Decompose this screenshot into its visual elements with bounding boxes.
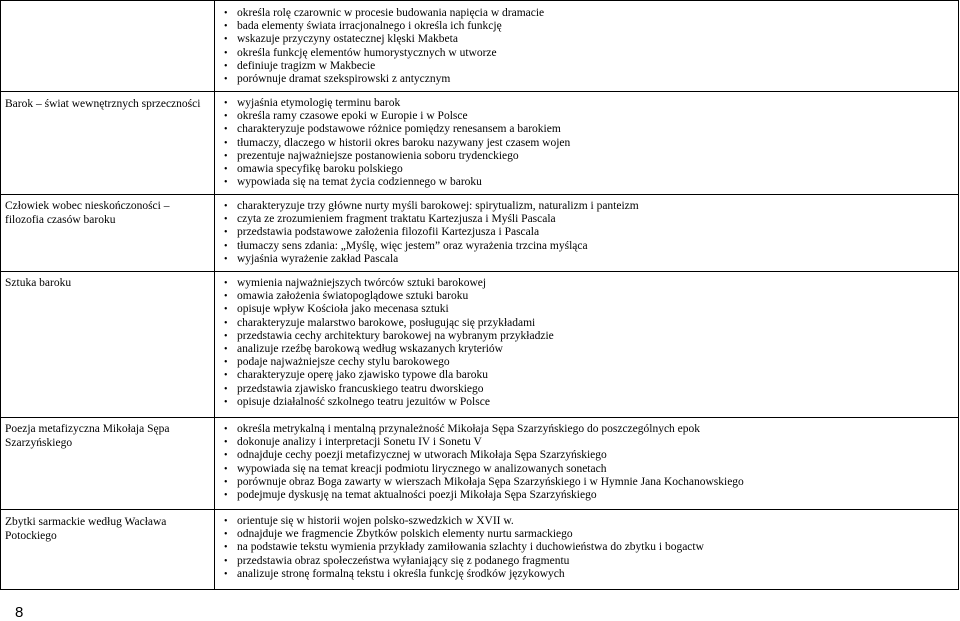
table-row bbox=[1, 418, 959, 510]
table-row bbox=[1, 92, 959, 195]
topic-cell: Poezja metafizyczna Mikołaja Sępa Szarzyńskiego bbox=[1, 418, 215, 510]
goals-cell bbox=[215, 510, 959, 590]
list-item: • charakteryzuje operę jako zjawisko typowe dla baroku bbox=[223, 369, 955, 382]
list-item: • omawia specyfikę baroku polskiego bbox=[223, 163, 955, 176]
list-item: • przedstawia cechy architektury barokowej na wybranym przykładzie bbox=[223, 330, 955, 343]
goals-list bbox=[223, 423, 955, 502]
goals-list bbox=[223, 200, 955, 266]
table-row bbox=[1, 510, 959, 590]
list-item: • analizuje rzeźbę barokową według wskazanych kryteriów bbox=[223, 343, 955, 356]
list-item: • przedstawia zjawisko francuskiego teatru dworskiego bbox=[223, 383, 955, 396]
list-item: • dokonuje analizy i interpretacji Sonetu IV i Sonetu V bbox=[223, 436, 955, 449]
list-item: • opisuje działalność szkolnego teatru jezuitów w Polsce bbox=[223, 396, 955, 409]
page-number: 8 bbox=[15, 604, 24, 621]
list-item: • wypowiada się na temat życia codziennego w baroku bbox=[223, 176, 955, 189]
table-row bbox=[1, 272, 959, 418]
list-item: • przedstawia podstawowe założenia filozofii Kartezjusza i Pascala bbox=[223, 226, 955, 239]
topic-cell: Sztuka baroku bbox=[1, 272, 215, 418]
table-row bbox=[1, 195, 959, 272]
topic-cell bbox=[1, 1, 215, 92]
goals-cell bbox=[215, 92, 959, 195]
goals-list bbox=[223, 277, 955, 409]
topic-cell: Zbytki sarmackie według Wacława Potockiego bbox=[1, 510, 215, 590]
list-item: • definiuje tragizm w Makbecie bbox=[223, 60, 955, 73]
list-item: • charakteryzuje malarstwo barokowe, posługując się przykładami bbox=[223, 317, 955, 330]
list-item: • tłumaczy, dlaczego w historii okres baroku nazywany jest czasem wojen bbox=[223, 137, 955, 150]
goals-list bbox=[223, 7, 955, 86]
list-item: • tłumaczy sens zdania: „Myślę, więc jestem” oraz wyrażenia trzcina myśląca bbox=[223, 240, 955, 253]
list-item: • wskazuje przyczyny ostatecznej klęski Makbeta bbox=[223, 33, 955, 46]
goals-cell bbox=[215, 272, 959, 418]
goals-cell bbox=[215, 418, 959, 510]
goals-cell bbox=[215, 1, 959, 92]
list-item: • orientuje się w historii wojen polsko-szwedzkich w XVII w. bbox=[223, 515, 955, 528]
list-item: • określa rolę czarownic w procesie budowania napięcia w dramacie bbox=[223, 7, 955, 20]
list-item: • charakteryzuje podstawowe różnice pomiędzy renesansem a barokiem bbox=[223, 123, 955, 136]
list-item: • określa funkcję elementów humorystycznych w utworze bbox=[223, 47, 955, 60]
list-item: • podaje najważniejsze cechy stylu barokowego bbox=[223, 356, 955, 369]
list-item: • określa ramy czasowe epoki w Europie i w Polsce bbox=[223, 110, 955, 123]
list-item: • prezentuje najważniejsze postanowienia soboru trydenckiego bbox=[223, 150, 955, 163]
topic-cell: Człowiek wobec nieskończoności – filozofia czasów baroku bbox=[1, 195, 215, 272]
list-item: • opisuje wpływ Kościoła jako mecenasa sztuki bbox=[223, 303, 955, 316]
table-row bbox=[1, 1, 959, 92]
list-item: • porównuje obraz Boga zawarty w wierszach Mikołaja Sępa Szarzyńskiego i w Hymnie Jana Kochanowskiego bbox=[223, 476, 955, 489]
goals-list bbox=[223, 97, 955, 189]
list-item: • określa metrykalną i mentalną przynależność Mikołaja Sępa Szarzyńskiego do poszczególnych epok bbox=[223, 423, 955, 436]
list-item: • czyta ze zrozumieniem fragment traktatu Kartezjusza i Myśli Pascala bbox=[223, 213, 955, 226]
list-item: • przedstawia obraz społeczeństwa wyłaniający się z podanego fragmentu bbox=[223, 555, 955, 568]
list-item: • porównuje dramat szekspirowski z antycznym bbox=[223, 73, 955, 86]
list-item: • odnajduje cechy poezji metafizycznej w utworach Mikołaja Sępa Szarzyńskiego bbox=[223, 449, 955, 462]
goals-list bbox=[223, 515, 955, 581]
list-item: • omawia założenia światopoglądowe sztuki baroku bbox=[223, 290, 955, 303]
goals-cell bbox=[215, 195, 959, 272]
topic-cell: Barok – świat wewnętrznych sprzeczności bbox=[1, 92, 215, 195]
list-item: • charakteryzuje trzy główne nurty myśli barokowej: spirytualizm, naturalizm i panteizm bbox=[223, 200, 955, 213]
list-item: • wymienia najważniejszych twórców sztuki barokowej bbox=[223, 277, 955, 290]
list-item: • na podstawie tekstu wymienia przykłady zamiłowania szlachty i duchowieństwa do zbytku i bogactw bbox=[223, 541, 955, 554]
list-item: • wyjaśnia etymologię terminu barok bbox=[223, 97, 955, 110]
list-item: • podejmuje dyskusję na temat aktualności poezji Mikołaja Sępa Szarzyńskiego bbox=[223, 489, 955, 502]
list-item: • analizuje stronę formalną tekstu i określa funkcję środków językowych bbox=[223, 568, 955, 581]
list-item: • wyjaśnia wyrażenie zakład Pascala bbox=[223, 253, 955, 266]
list-item: • odnajduje we fragmencie Zbytków polskich elementy nurtu sarmackiego bbox=[223, 528, 955, 541]
list-item: • bada elementy świata irracjonalnego i określa ich funkcję bbox=[223, 20, 955, 33]
list-item: • wypowiada się na temat kreacji podmiotu lirycznego w analizowanych sonetach bbox=[223, 463, 955, 476]
